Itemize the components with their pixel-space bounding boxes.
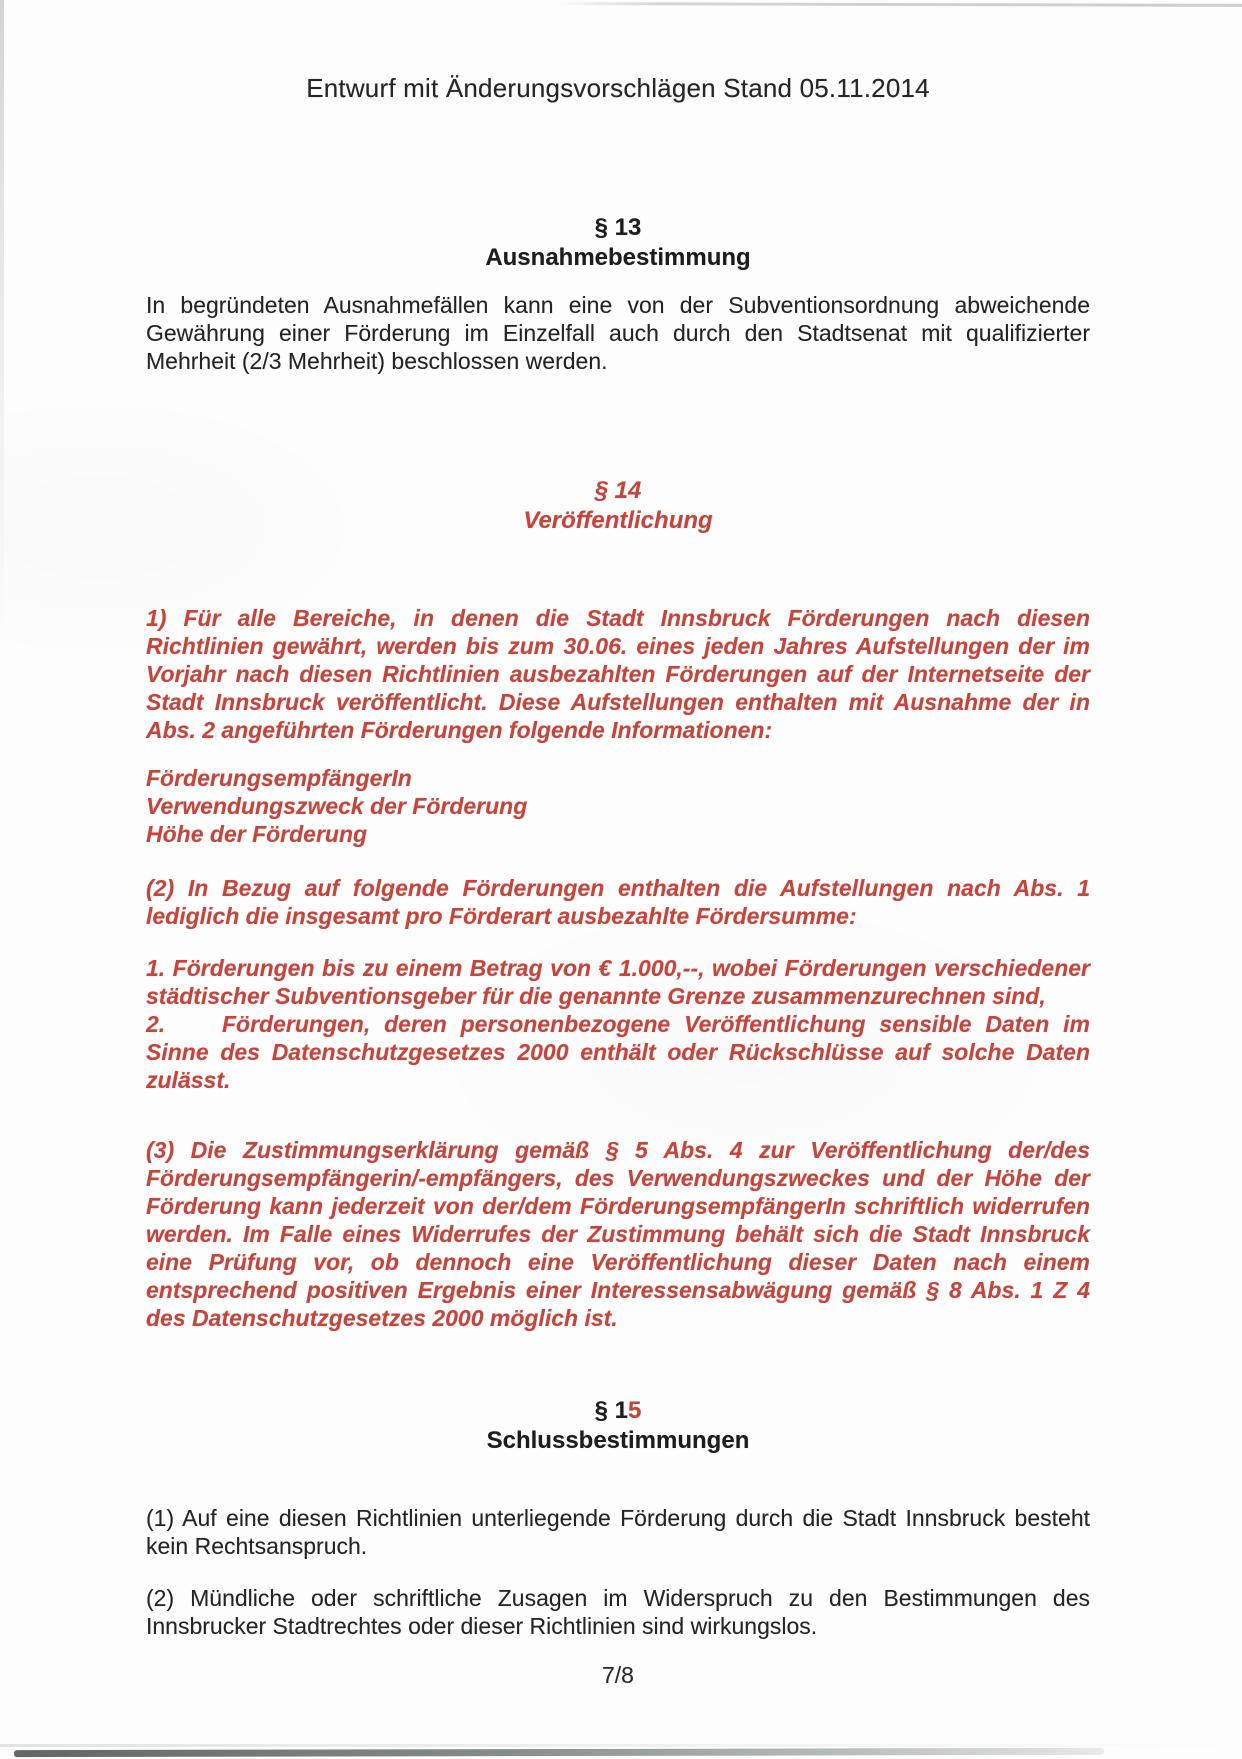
- enumeration-item-2-text: Förderungen, deren personenbezogene Veröffentlichung sensible Daten im Sinne des Datenschutzgesetzes 2000 enthält oder Rückschlüsse auf solche Daten zulässt.: [146, 1011, 1090, 1093]
- section-14-enumeration: [146, 954, 1090, 1094]
- enumeration-item-2: [146, 1010, 1090, 1094]
- section-14-title: Veröffentlichung: [523, 507, 713, 534]
- section-15-paragraph-2: (2) Mündliche oder schriftliche Zusagen im Widerspruch zu den Bestimmungen des Innsbrucker Stadtrechtes oder dieser Richtlinien sind wirkungslos.: [146, 1585, 1090, 1639]
- section-13-paragraph: In begründeten Ausnahmefällen kann eine von der Subventionsordnung abweichende Gewährung einer Förderung im Einzelfall auch durch den Stadtsenat mit qualifizierter Mehrheit (2/3 Mehrheit) beschlossen werden.: [146, 292, 1090, 374]
- section-13-heading: [146, 213, 1090, 273]
- section-15-number-red-digit: 5: [628, 1397, 642, 1424]
- scan-edge-bottom: [14, 1748, 1104, 1757]
- scan-edge-top: [555, 2, 1242, 7]
- section-15-heading: [146, 1396, 1090, 1456]
- enumeration-item-1: 1. Förderungen bis zu einem Betrag von € 1.000,--, wobei Förderungen verschiedener städtischer Subventionsgeber für die genannte Grenze zusammenzurechnen sind,: [146, 955, 1090, 1009]
- published-info-item-amount: Höhe der Förderung: [146, 821, 368, 847]
- section-15-number-black-part: § 1: [594, 1397, 628, 1424]
- published-info-list: [146, 764, 1090, 848]
- section-14-paragraph-2: (2) In Bezug auf folgende Förderungen enthalten die Aufstellungen nach Abs. 1 lediglich die insgesamt pro Förderart ausbezahlte Fördersumme:: [146, 875, 1090, 929]
- section-14-paragraph-3: (3) Die Zustimmungserklärung gemäß § 5 Abs. 4 zur Veröffentlichung der/des Förderungsempfängerin/-empfängers, des Verwendungszweckes und der Höhe der Förderung kann jederzeit von der/dem FörderungsempfängerIn schriftlich widerrufen werden. Im Falle eines Widerrufes der Zustimmung behält sich die Stadt Innsbruck eine Prüfung vor, ob dennoch eine Veröffentlichung dieser Daten nach einem entsprechend positiven Ergebnis einer Interessensabwägung gemäß § 8 Abs. 1 Z 4 des Datenschutzgesetzes 2000 möglich ist.: [146, 1137, 1090, 1331]
- section-15-number: [146, 1396, 1090, 1426]
- section-15-title: Schlussbestimmungen: [486, 1427, 750, 1454]
- section-14-paragraph-1: 1) Für alle Bereiche, in denen die Stadt Innsbruck Förderungen nach diesen Richtlinien gewährt, werden bis zum 30.06. eines jeden Jahres Aufstellungen der im Vorjahr nach diesen Richtlinien ausbezahlten Förderungen auf der Internetseite der Stadt Innsbruck veröffentlicht. Diese Aufstellungen enthalten mit Ausnahme der in Abs. 2 angeführten Förderungen folgende Informationen:: [146, 605, 1090, 743]
- page-number: 7/8: [602, 1662, 634, 1688]
- section-14-heading: [146, 476, 1090, 536]
- published-info-item-recipient: FörderungsempfängerIn: [146, 765, 412, 791]
- published-info-item-purpose: Verwendungszweck der Förderung: [146, 793, 528, 819]
- enumeration-item-2-number: 2.: [146, 1011, 166, 1037]
- section-13-number: § 13: [594, 214, 642, 241]
- section-14-number: § 14: [594, 477, 642, 504]
- scan-edge-bottom-faint: [0, 1744, 1242, 1747]
- section-15-paragraph-1: (1) Auf eine diesen Richtlinien unterliegende Förderung durch die Stadt Innsbruck besteht kein Rechtsanspruch.: [146, 1505, 1090, 1559]
- section-13-title: Ausnahmebestimmung: [485, 244, 751, 271]
- header-date-line: Entwurf mit Änderungsvorschlägen Stand 05.11.2014: [306, 73, 930, 103]
- scan-edge-left: [0, 0, 4, 640]
